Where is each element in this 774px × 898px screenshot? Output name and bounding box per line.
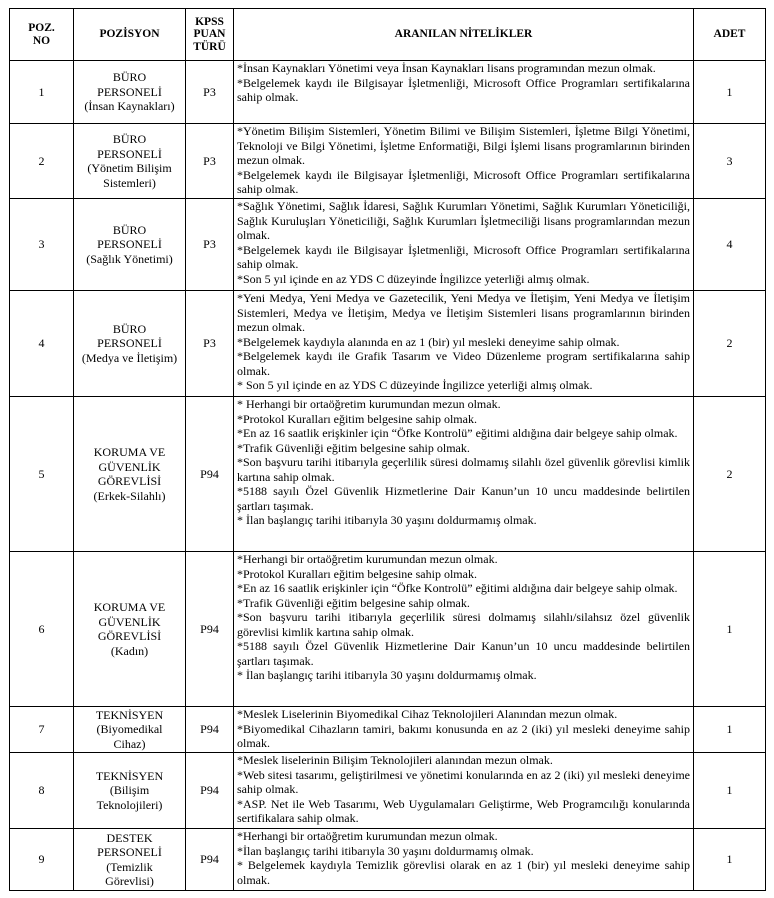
header-adet: ADET xyxy=(694,9,766,61)
requirement-item: *En az 16 saatlik erişkinler için “Öfke Kontrolü” eğitimi aldığına dair belgeye sahip olmak. xyxy=(237,581,678,595)
cell-count: 2 xyxy=(694,291,766,397)
cell-kpss: P94 xyxy=(186,707,234,753)
requirement-item: *Belgelemek kaydı ile Bilgisayar İşletmenliği, Microsoft Office Programları sertifikalarına sahip olmak. xyxy=(237,75,690,104)
header-row xyxy=(10,9,766,61)
table-row xyxy=(10,829,766,891)
table-row xyxy=(10,753,766,829)
cell-count: 1 xyxy=(694,753,766,829)
cell-requirements xyxy=(234,199,694,291)
requirement-item: *Protokol Kuralları eğitim belgesine sahip olmak. xyxy=(237,411,477,426)
cell-poz-no: 4 xyxy=(10,291,74,397)
cell-count: 2 xyxy=(694,397,766,552)
cell-poz-no: 2 xyxy=(10,124,74,199)
cell-requirements xyxy=(234,291,694,397)
table-row xyxy=(10,707,766,753)
cell-kpss: P94 xyxy=(186,829,234,891)
cell-kpss: P3 xyxy=(186,124,234,199)
requirement-item: *5188 sayılı Özel Güvenlik Hizmetlerine Dair Kanun’un 10 uncu maddesinde belirtilen şartları taşımak. xyxy=(237,639,690,668)
requirement-item: * Belgelemek kaydıyla Temizlik görevlisi olarak en az 1 (bir) yıl mesleki deneyime sahip olmak. xyxy=(237,858,690,887)
requirement-item: * Son 5 yıl içinde en az YDS C düzeyinde İngilizce yeterliği almış olmak. xyxy=(237,378,593,392)
cell-count: 3 xyxy=(694,124,766,199)
cell-requirements xyxy=(234,61,694,124)
requirement-item: *Belgelemek kaydı ile Bilgisayar İşletmenliği, Microsoft Office Programları sertifikalarına sahip olmak. xyxy=(237,242,690,271)
requirement-item: *Biyomedikal Cihazların tamiri, bakımı konusunda en az 2 (iki) yıl mesleki deneyime sahip olmak. xyxy=(237,721,690,750)
cell-count: 1 xyxy=(694,61,766,124)
cell-position: BÜRO PERSONELİ (Yönetim Bilişim Sistemleri) xyxy=(74,124,186,199)
requirement-item: *ASP. Net ile Web Tasarımı, Web Uygulamaları Geliştirme, Web Programcılığı konularında sertifikalara sahip olmak. xyxy=(237,796,690,825)
cell-count: 1 xyxy=(694,707,766,753)
header-pozisyon: POZİSYON xyxy=(74,9,186,61)
requirement-item: *Son başvuru tarihi itibarıyla geçerlilik süresi dolmamış silahlı/silahsız özel güvenlik görevlisi kimlik kartına sahip olmak. xyxy=(237,610,690,639)
cell-poz-no: 6 xyxy=(10,552,74,707)
requirement-item: *Sağlık Yönetimi, Sağlık İdaresi, Sağlık Kurumları Yönetimi, Sağlık Kurumları Yöneticiliği, Sağlık Kuruluşları Yöneticiliği, Sağlık Kurumları İşletmeciliği lisans programlarından mezun olmak. xyxy=(237,199,690,242)
requirement-item: *İnsan Kaynakları Yönetimi veya İnsan Kaynakları lisans programından mezun olmak. xyxy=(237,61,656,75)
cell-kpss: P94 xyxy=(186,753,234,829)
cell-count: 1 xyxy=(694,552,766,707)
requirement-item: *Yönetim Bilişim Sistemleri, Yönetim Bilimi ve Bilişim Sistemleri, İşletme Bilgi Yönetimi, Teknoloji ve Bilgi Yönetimi, İşletme Enformatiği, Bilgi İşlemi lisans programlarının birinden mezun olmak. xyxy=(237,124,690,167)
cell-position: BÜRO PERSONELİ (Sağlık Yönetimi) xyxy=(74,199,186,291)
cell-position: TEKNİSYEN (Biyomedikal Cihaz) xyxy=(74,707,186,753)
cell-position: KORUMA VE GÜVENLİK GÖREVLİSİ (Kadın) xyxy=(74,552,186,707)
requirement-item: *Meslek Liselerinin Biyomedikal Cihaz Teknolojileri Alanından mezun olmak. xyxy=(237,707,618,721)
requirement-item: * İlan başlangıç tarihi itibarıyla 30 yaşını doldurmamış olmak. xyxy=(237,668,537,682)
cell-requirements xyxy=(234,829,694,891)
header-poz-no: POZ. NO xyxy=(10,9,74,61)
cell-count: 1 xyxy=(694,829,766,891)
cell-position: BÜRO PERSONELİ (Medya ve İletişim) xyxy=(74,291,186,397)
cell-requirements xyxy=(234,707,694,753)
requirement-item: *Herhangi bir ortaöğretim kurumundan mezun olmak. xyxy=(237,552,498,566)
requirement-item: *Trafik Güvenliği eğitim belgesine sahip olmak. xyxy=(237,440,470,455)
table-row xyxy=(10,124,766,199)
requirement-item: * İlan başlangıç tarihi itibarıyla 30 yaşını doldurmamış olmak. xyxy=(237,513,537,527)
cell-position: BÜRO PERSONELİ (İnsan Kaynakları) xyxy=(74,61,186,124)
table-row xyxy=(10,199,766,291)
requirement-item: *Web sitesi tasarımı, geliştirilmesi ve yönetimi konularında en az 2 (iki) yıl mesleki deneyime sahip olmak. xyxy=(237,767,690,796)
cell-kpss: P94 xyxy=(186,397,234,552)
cell-poz-no: 8 xyxy=(10,753,74,829)
cell-requirements xyxy=(234,753,694,829)
requirement-item: *İlan başlangıç tarihi itibarıyla 30 yaşını doldurmamış olmak. xyxy=(237,843,534,858)
header-kpss: KPSS PUAN TÜRÜ xyxy=(186,9,234,61)
requirement-item: *Belgelemek kaydı ile Bilgisayar İşletmenliği, Microsoft Office Programları sertifikalarına sahip olmak. xyxy=(237,167,690,196)
cell-poz-no: 7 xyxy=(10,707,74,753)
cell-position: KORUMA VE GÜVENLİK GÖREVLİSİ (Erkek-Silahlı) xyxy=(74,397,186,552)
cell-position: DESTEK PERSONELİ (Temizlik Görevlisi) xyxy=(74,829,186,891)
table-row xyxy=(10,61,766,124)
requirement-item: *Son başvuru tarihi itibarıyla geçerlilik süresi dolmamış silahlı özel güvenlik görevlisi kimlik kartına sahip olmak. xyxy=(237,455,690,484)
cell-requirements xyxy=(234,397,694,552)
table-row xyxy=(10,291,766,397)
requirement-item: * Herhangi bir ortaöğretim kurumundan mezun olmak. xyxy=(237,397,501,411)
requirement-item: *Herhangi bir ortaöğretim kurumundan mezun olmak. xyxy=(237,829,498,843)
cell-poz-no: 5 xyxy=(10,397,74,552)
requirement-item: *5188 sayılı Özel Güvenlik Hizmetlerine Dair Kanun’un 10 uncu maddesinde belirtilen şartları taşımak. xyxy=(237,484,690,513)
table-row xyxy=(10,552,766,707)
cell-position: TEKNİSYEN (Bilişim Teknolojileri) xyxy=(74,753,186,829)
cell-kpss: P3 xyxy=(186,291,234,397)
requirement-item: *Meslek liselerinin Bilişim Teknolojileri alanından mezun olmak. xyxy=(237,753,553,767)
requirement-item: *En az 16 saatlik erişkinler için “Öfke Kontrolü” eğitimi aldığına dair belgeye sahip olmak. xyxy=(237,426,678,440)
cell-requirements xyxy=(234,124,694,199)
cell-requirements xyxy=(234,552,694,707)
requirement-item: *Son 5 yıl içinde en az YDS C düzeyinde İngilizce yeterliği almış olmak. xyxy=(237,271,590,286)
header-nitelikler: ARANILAN NİTELİKLER xyxy=(234,9,694,61)
cell-kpss: P3 xyxy=(186,199,234,291)
cell-count: 4 xyxy=(694,199,766,291)
requirement-item: *Trafik Güvenliği eğitim belgesine sahip olmak. xyxy=(237,595,470,610)
table-row xyxy=(10,397,766,552)
cell-kpss: P94 xyxy=(186,552,234,707)
cell-poz-no: 3 xyxy=(10,199,74,291)
cell-poz-no: 1 xyxy=(10,61,74,124)
cell-poz-no: 9 xyxy=(10,829,74,891)
requirement-item: *Yeni Medya, Yeni Medya ve Gazetecilik, Yeni Medya ve İletişim, Yeni Medya ve İletişim Sistemleri, Medya ve İletişim, Medya ve İletişim Sistemleri lisans programlarının birinden mezun olmak. xyxy=(237,291,690,334)
requirement-item: *Belgelemek kaydı ile Grafik Tasarım ve Video Düzenleme program sertifikalarına sahip olmak. xyxy=(237,349,690,378)
requirement-item: *Belgelemek kaydıyla alanında en az 1 (bir) yıl mesleki deneyime sahip olmak. xyxy=(237,334,620,349)
cell-kpss: P3 xyxy=(186,61,234,124)
positions-table xyxy=(9,8,766,891)
requirement-item: *Protokol Kuralları eğitim belgesine sahip olmak. xyxy=(237,566,477,581)
